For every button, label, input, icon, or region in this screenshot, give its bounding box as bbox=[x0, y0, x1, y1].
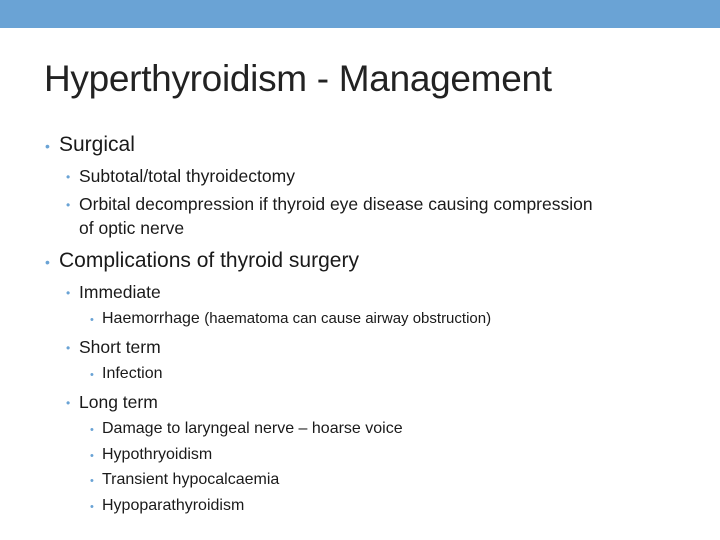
list-item-continuation: of optic nerve bbox=[79, 218, 185, 238]
list-item: • Hypothryoidism bbox=[90, 446, 213, 463]
slide-title: Hyperthyroidism - Management bbox=[44, 58, 552, 99]
bullet-immediate: • Immediate bbox=[66, 282, 161, 302]
bullet-dot: • bbox=[66, 396, 71, 410]
list-item: • Orbital decompression if thyroid eye disease causing compression bbox=[66, 194, 593, 214]
list-item: • Hypoparathyroidism bbox=[90, 497, 245, 514]
bullet-long-term: • Long term bbox=[66, 392, 158, 412]
bullet-dot: • bbox=[90, 424, 94, 436]
bullet-dot: • bbox=[66, 286, 71, 300]
bullet-dot: • bbox=[90, 369, 94, 381]
bullet-dot: • bbox=[66, 198, 71, 212]
list-item: • Transient hypocalcaemia bbox=[90, 471, 280, 488]
bullet-label: Surgical bbox=[59, 133, 135, 156]
bullet-short-term: • Short term bbox=[66, 337, 161, 357]
bullet-label: Complications of thyroid surgery bbox=[59, 249, 359, 272]
bullet-dot: • bbox=[66, 170, 71, 184]
bullet-complications bbox=[45, 249, 359, 273]
bullet-dot: • bbox=[90, 475, 94, 487]
list-item: • Damage to laryngeal nerve – hoarse voice bbox=[90, 420, 403, 437]
bullet-dot: • bbox=[90, 501, 94, 513]
bullet-dot: • bbox=[45, 138, 50, 154]
list-item: • Infection bbox=[90, 365, 163, 382]
bullet-dot: • bbox=[66, 341, 71, 355]
list-item: • Haemorrhage (haematoma can cause airway obstruction) bbox=[90, 310, 492, 327]
bullet-dot: • bbox=[45, 254, 50, 270]
bullet-surgical bbox=[45, 133, 135, 157]
bullet-dot: • bbox=[90, 450, 94, 462]
bullet-dot: • bbox=[90, 314, 94, 326]
list-item: • Subtotal/total thyroidectomy bbox=[66, 166, 295, 186]
